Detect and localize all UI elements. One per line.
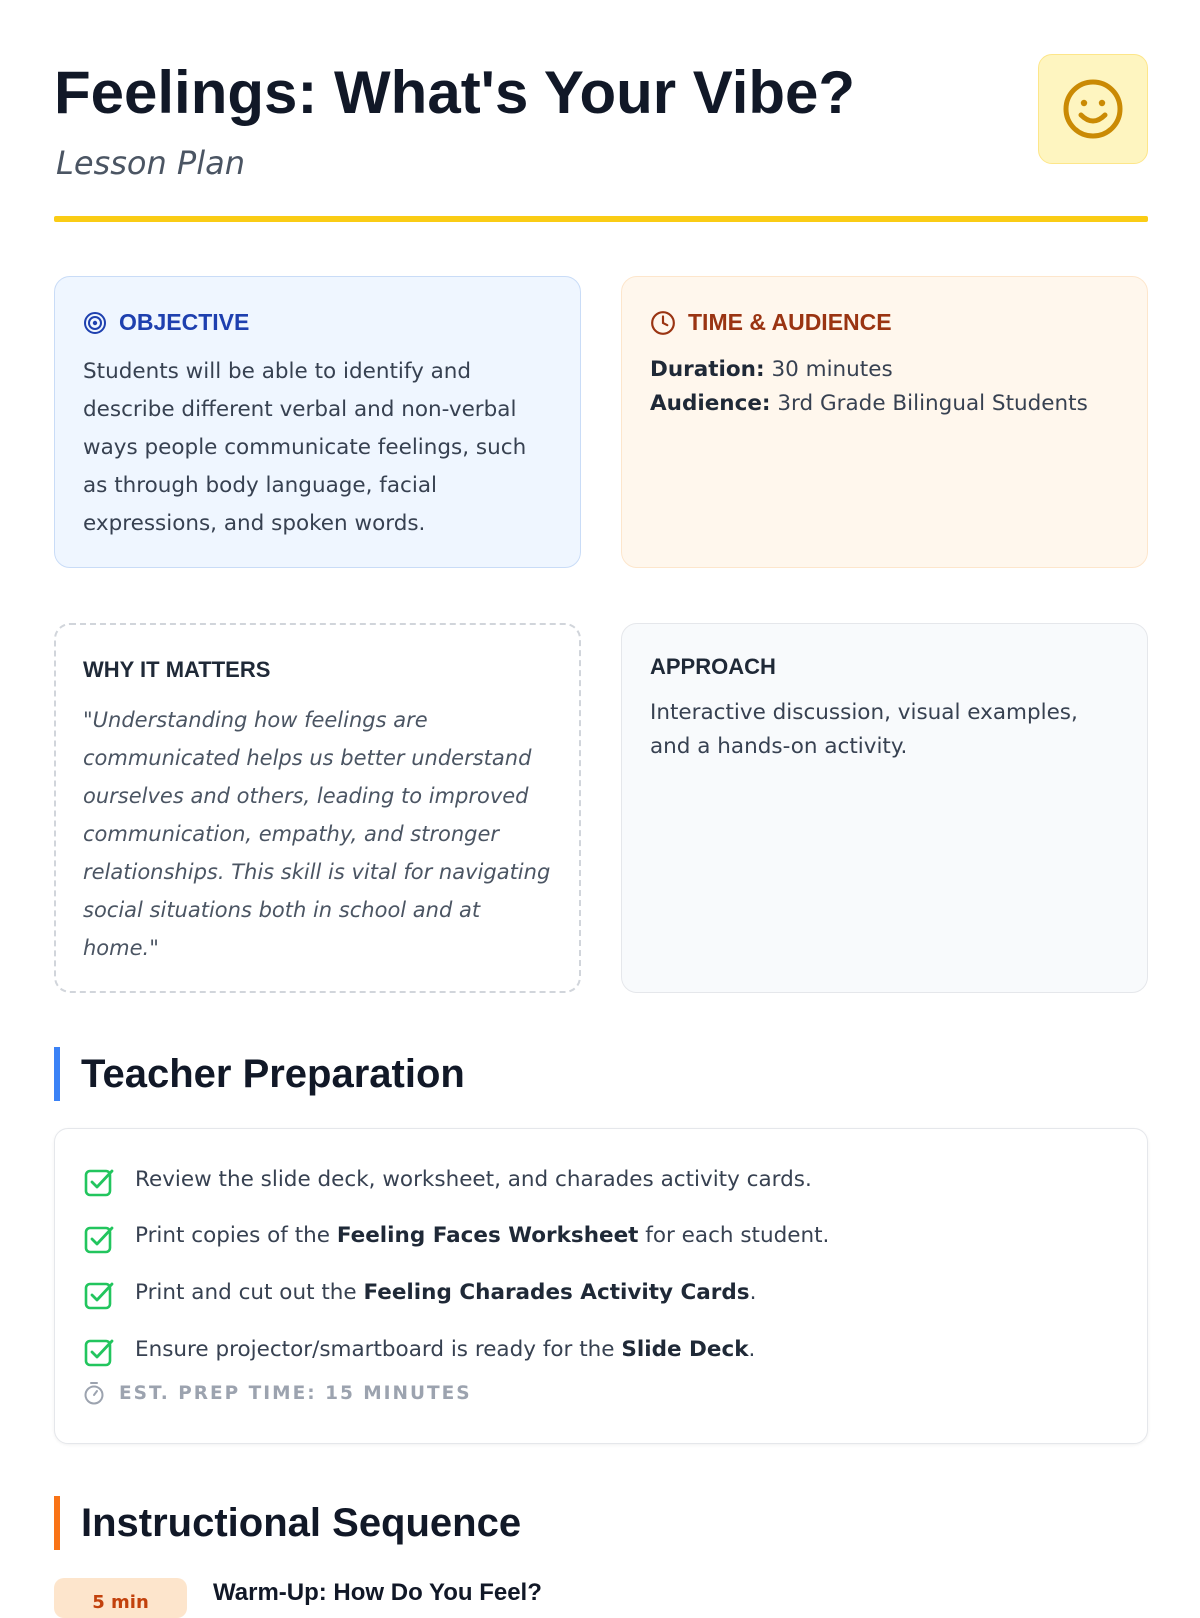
why-quote: "Understanding how feelings are communicated helps us better understand ourselves and others, leading to improved communication, empathy, and stronger relationships. This skill is vital for navigating social situations both in school and at home." — [83, 708, 551, 960]
section-accent-bar — [54, 1047, 60, 1101]
objective-text: Students will be able to identify and describe different verbal and non-verbal ways people communicate feelings, such as through body language, facial expressions, and spoken words. — [83, 359, 527, 536]
approach-heading: APPROACH — [650, 654, 776, 679]
audience-value: 3rd Grade Bilingual Students — [777, 391, 1088, 416]
time-audience-card — [621, 276, 1148, 568]
objective-card — [54, 276, 581, 568]
section-instructional-sequence — [54, 1496, 521, 1550]
prep-checklist-item — [83, 1321, 1123, 1378]
stopwatch-icon — [83, 1381, 105, 1405]
why-heading: WHY IT MATTERS — [83, 657, 271, 682]
prep-checklist — [83, 1151, 1123, 1377]
prep-time-text: EST. PREP TIME: 15 MINUTES — [119, 1382, 472, 1404]
approach-text: Interactive discussion, visual examples, and a hands-on activity. — [650, 700, 1078, 759]
duration-value: 30 minutes — [771, 357, 893, 382]
objective-heading: OBJECTIVE — [119, 309, 250, 335]
approach-card — [621, 623, 1148, 993]
prep-checklist-item — [83, 1151, 1123, 1208]
target-icon — [83, 311, 107, 335]
smiley-face-icon — [1038, 54, 1148, 164]
audience-row: Audience: 3rd Grade Bilingual Students — [650, 391, 1088, 416]
teacher-prep-card — [54, 1128, 1148, 1444]
duration-row: Duration: 30 minutes — [650, 357, 893, 382]
prep-item-text: Print copies of the Feeling Faces Worksheet for each student. — [135, 1223, 830, 1249]
checkbox-checked-icon — [83, 1166, 115, 1198]
checkbox-checked-icon — [83, 1336, 115, 1368]
step-duration-badge: 5 min — [54, 1578, 187, 1618]
step-title: Warm-Up: How Do You Feel? — [213, 1579, 542, 1606]
lesson-header — [54, 54, 1148, 224]
prep-checklist-item — [83, 1264, 1123, 1321]
prep-item-text: Review the slide deck, worksheet, and charades activity cards. — [135, 1166, 812, 1192]
section-accent-bar — [54, 1496, 60, 1550]
section-heading: Instructional Sequence — [81, 1500, 522, 1545]
checkbox-checked-icon — [83, 1279, 115, 1311]
page-subtitle: Lesson Plan — [56, 144, 245, 182]
section-heading: Teacher Preparation — [81, 1051, 465, 1096]
header-divider — [54, 216, 1148, 222]
page-title: Feelings: What's Your Vibe? — [54, 59, 856, 126]
prep-checklist-item — [83, 1208, 1123, 1265]
prep-time — [83, 1381, 472, 1405]
prep-item-text: Print and cut out the Feeling Charades Activity Cards. — [135, 1279, 757, 1305]
time-audience-heading: TIME & AUDIENCE — [688, 309, 892, 335]
section-teacher-preparation — [54, 1047, 465, 1101]
clock-icon — [650, 310, 676, 336]
checkbox-checked-icon — [83, 1223, 115, 1255]
prep-item-text: Ensure projector/smartboard is ready for the Slide Deck. — [135, 1336, 756, 1362]
why-it-matters-card — [54, 623, 581, 993]
